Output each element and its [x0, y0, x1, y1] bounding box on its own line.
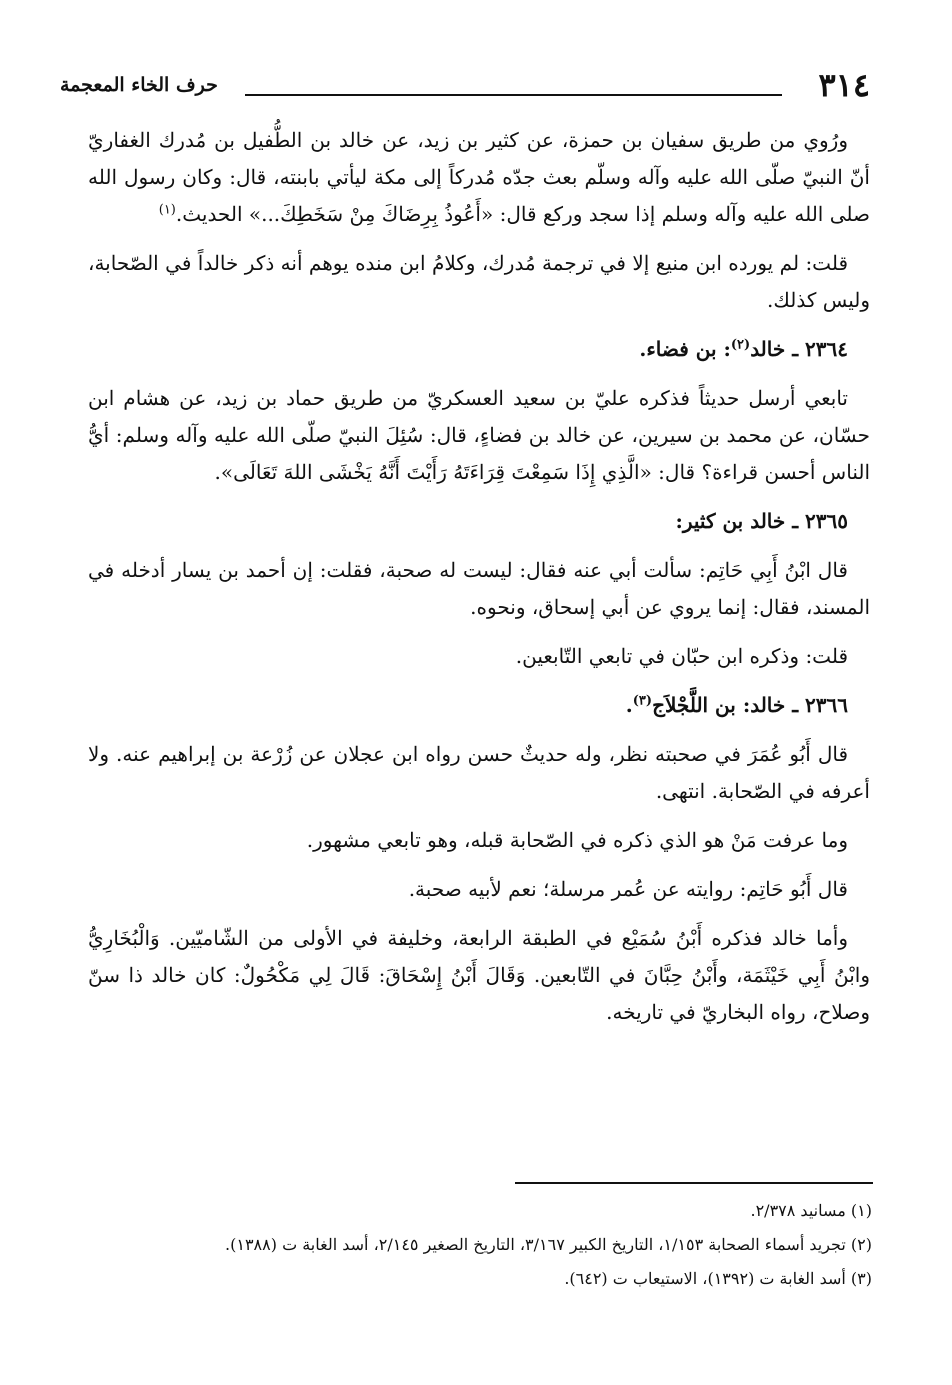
page-number: ٣١٤	[818, 66, 870, 104]
entry-subtitle: : بن فضاء.	[639, 337, 731, 361]
page-body	[88, 122, 870, 1043]
footnote-rule	[515, 1182, 873, 1184]
entry-subtitle: بن اللَّجْلاَج	[652, 693, 743, 717]
footnotes	[100, 1196, 872, 1298]
paragraph: قلت: وذكره ابن حبّان في تابعي التّابعين.	[515, 644, 848, 668]
paragraph: قال أَبُو عُمَرَ في صحبته نظر، وله حديثٌ حسن رواه ابن عجلان عن زُرْعة بن إبراهيم عنه. ولا أعرفه في الصّحابة. انتهى.	[88, 742, 870, 803]
paragraph: وما عرفت مَنْ هو الذي ذكره في الصّحابة قبله، وهو تابعي مشهور.	[306, 828, 848, 852]
paragraph: تابعي أرسل حديثاً فذكره عليّ بن سعيد العسكريّ من طريق حماد بن زيد، عن هشام ابن حسّان، عن محمد بن سيرين، عن خالد بن فضاءٍ، قال: سُئِلَ النبيّ صلّى الله عليه وآله وسلم: أيُّ الناس أحسن قراءة؟ قال: «الَّذِي إِذَا سَمِعْتَ قِرَاءَتَهُ رَأَيْتَ أَنَّهُ يَخْشَى اللهَ تَعَالَى».	[88, 386, 870, 484]
running-title: حرف الخاء المعجمة	[60, 74, 218, 96]
footnote-marker: (٣)	[632, 693, 653, 709]
paragraph: قلت: لم يورده ابن منيع إلا في ترجمة مُدرك، وكلامُ ابن منده يوهم أنه ذكر خالداً في الصّحابة، وليس كذلك.	[88, 251, 870, 312]
entry-title: ٢٣٦٦ ـ خالد:	[742, 693, 848, 717]
entry-title: ٢٣٦٤ ـ خالد	[750, 337, 848, 361]
paragraph: قال ابْنُ أَبِي حَاتِم: سألت أبي عنه فقال: ليست له صحبة، فقلت: إن أحمد بن يسار أدخله في المسند، فقال: إنما يروي عن أبي إسحاق، ونحوه.	[88, 558, 870, 619]
entry-heading-2364	[88, 331, 870, 368]
entry-heading-2366	[88, 687, 870, 724]
entry-heading-2365: ٢٣٦٥ ـ خالد بن كثير:	[675, 509, 848, 533]
paragraph-text: ورُوي من طريق سفيان بن حمزة، عن كثير بن زيد، عن خالد بن الطُّفيل بن مُدرك الغفاريّ أنّ النبيّ صلّى الله عليه وآله وسلّم بعث جدّه مُدركاً إلى مكة ليأتي بابنته، قال: وكان رسول الله صلى الله عليه وآله وسلم إذا سجد وركع قال: «أَعُوذُ بِرِضَاكَ مِنْ سَخَطِكَ...» الحديث.	[88, 128, 870, 226]
footnote-2: (٢) تجريد أسماء الصحابة ١/١٥٣، التاريخ الكبير ٣/١٦٧، التاريخ الصغير ٢/١٤٥، أسد الغابة ت (١٣٨٨).	[225, 1235, 872, 1254]
page-header	[60, 66, 870, 106]
footnote-marker: (٢)	[730, 337, 751, 353]
header-rule	[245, 94, 782, 96]
footnote-marker: (١)	[158, 202, 176, 218]
paragraph: قال أَبُو حَاتِم: روايته عن عُمر مرسلة؛ نعم لأبيه صحبة.	[408, 877, 848, 901]
entry-end: .	[625, 693, 633, 717]
footnote-1: (١) مسانيد ٢/٣٧٨.	[750, 1201, 872, 1220]
footnote-3: (٣) أسد الغابة ت (١٣٩٢)، الاستيعاب ت (٦٤٢).	[564, 1269, 872, 1288]
paragraph: وأما خالد فذكره أَبْنُ سُمَيْع في الطبقة الرابعة، وخليفة في الأولى من الشّاميّين. وَالْبُخَارِيُّ وابْنُ أَبِي خَيْثَمَة، وأَبْنُ حِبَّانَ في التّابعين. وَقَالَ أَبْنُ إِسْحَاقَ: قَالَ لِي مَكْحُولٌ: كان خالد ذا سنّ وصلاح، رواه البخاريّ في تاريخه.	[88, 926, 870, 1024]
paragraph	[88, 122, 870, 233]
